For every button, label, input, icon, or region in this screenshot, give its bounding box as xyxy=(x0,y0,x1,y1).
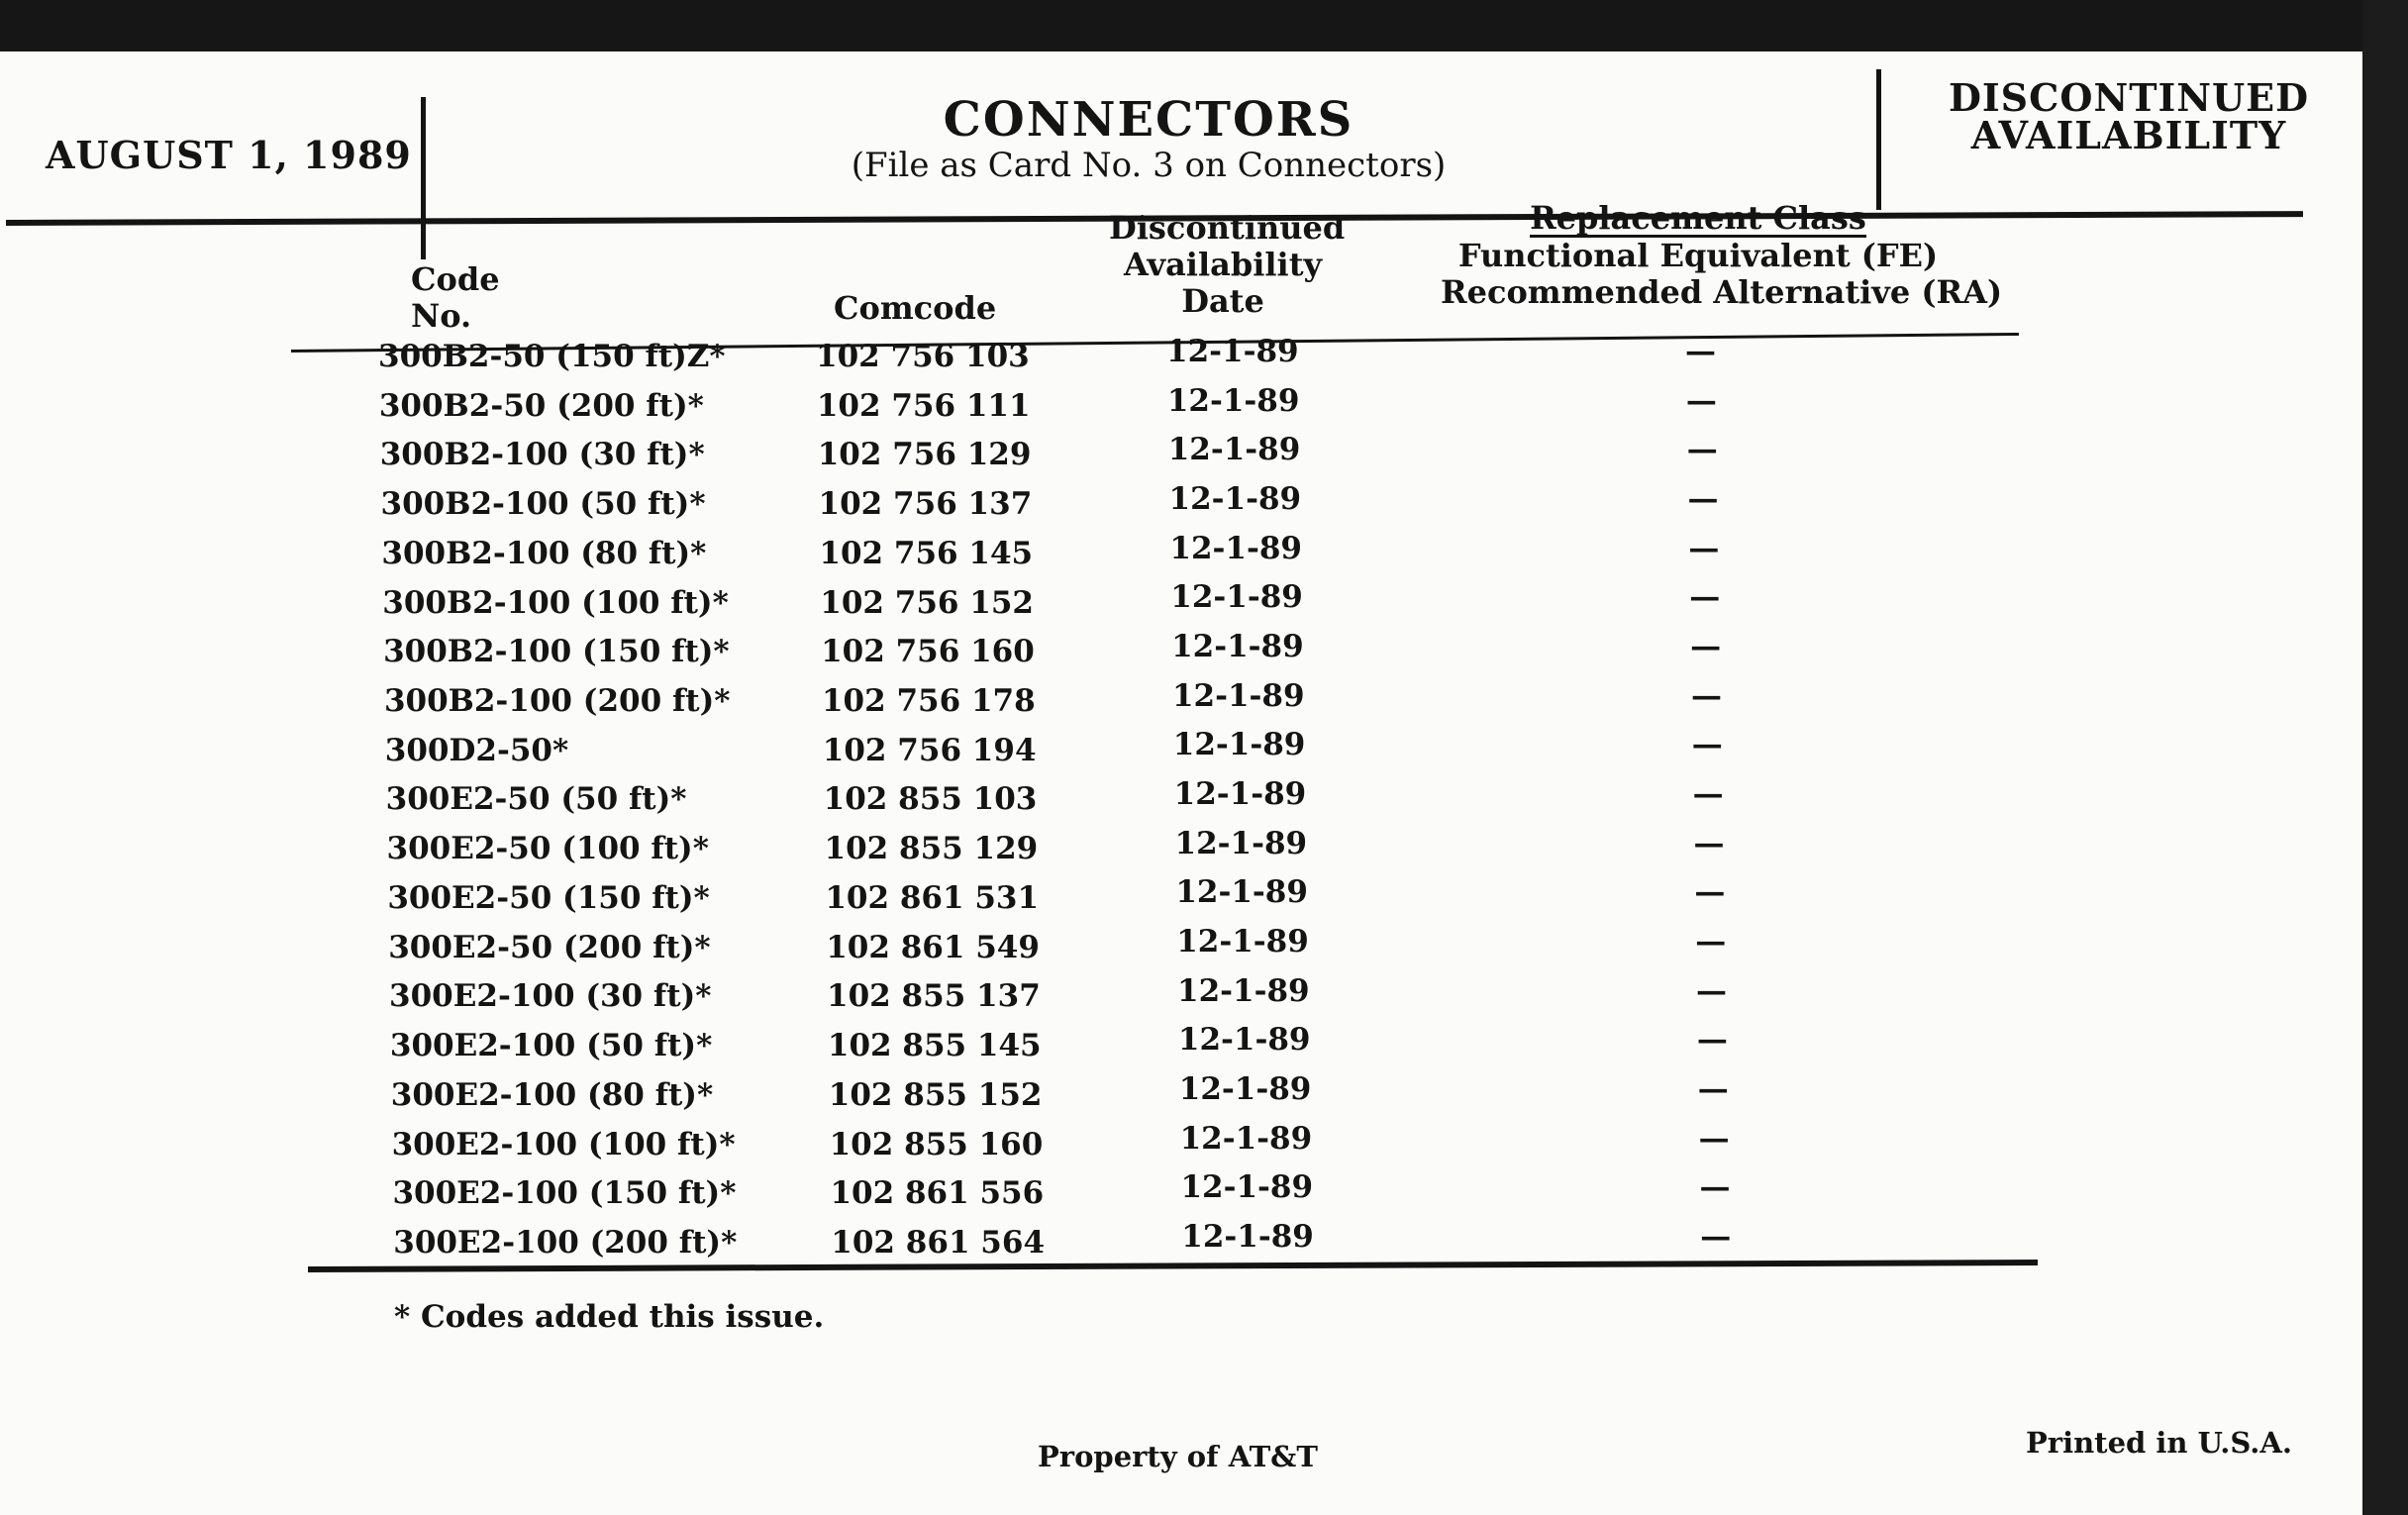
code-cell: 300E2-50 (100 ft)* xyxy=(386,831,709,867)
page-title: CONNECTORS xyxy=(943,92,1354,148)
replacement-cell: — xyxy=(1685,334,1716,369)
table-row xyxy=(383,629,2408,683)
code-cell: 300E2-100 (100 ft)* xyxy=(391,1126,736,1162)
comcode-cell: 102 861 549 xyxy=(826,929,1040,965)
comcode-cell: 102 861 556 xyxy=(830,1175,1045,1212)
replacement-cell: — xyxy=(1687,481,1719,518)
comcode-cell: 102 756 111 xyxy=(816,387,1031,424)
comcode-cell: 102 756 129 xyxy=(817,437,1032,473)
comcode-cell: 102 855 160 xyxy=(829,1126,1044,1162)
replacement-cell: — xyxy=(1688,530,1720,566)
replacement-cell: — xyxy=(1696,1022,1728,1059)
document-card xyxy=(0,51,2362,1515)
replacement-cell: — xyxy=(1695,924,1727,960)
footer-owner: Property of AT&T xyxy=(1038,1440,1318,1473)
date-cell: 12-1-89 xyxy=(1177,972,1310,1009)
date-cell: 12-1-89 xyxy=(1170,579,1303,616)
replacement-cell: — xyxy=(1693,825,1725,861)
issue-date: AUGUST 1, 1989 xyxy=(46,133,412,177)
replacement-cell: — xyxy=(1696,972,1728,1009)
date-cell: 12-1-89 xyxy=(1179,1120,1313,1157)
comcode-cell: 102 756 145 xyxy=(819,535,1034,571)
code-cell: 300B2-100 (100 ft)* xyxy=(382,584,729,621)
column-header-code xyxy=(411,261,500,335)
replacement-cell: — xyxy=(1690,629,1722,665)
table-row xyxy=(381,530,2408,585)
table-row xyxy=(383,677,2408,733)
code-cell: 300E2-50 (200 ft)* xyxy=(388,929,711,965)
comcode-cell: 102 855 129 xyxy=(824,831,1039,867)
code-header-line-1: Code xyxy=(411,260,500,298)
table-row xyxy=(378,382,2408,438)
footnote: * Codes added this issue. xyxy=(394,1299,825,1335)
date-cell: 12-1-89 xyxy=(1181,1219,1314,1256)
replacement-cell: — xyxy=(1700,1219,1732,1256)
date-cell: 12-1-89 xyxy=(1178,1071,1312,1108)
date-cell: 12-1-89 xyxy=(1172,727,1306,763)
table-row xyxy=(390,1071,2408,1127)
comcode-cell: 102 861 564 xyxy=(831,1224,1046,1261)
code-cell: 300E2-100 (30 ft)* xyxy=(389,978,712,1015)
date-cell: 12-1-89 xyxy=(1166,334,1299,369)
code-cell: 300B2-100 (200 ft)* xyxy=(383,683,731,720)
page-subtitle: (File as Card No. 3 on Connectors) xyxy=(851,146,1447,185)
date-cell: 12-1-89 xyxy=(1171,677,1305,714)
column-header-replacement xyxy=(1441,199,2003,311)
replacement-header-line-1: Replacement Class xyxy=(1530,199,1866,237)
code-cell: 300E2-50 (150 ft)* xyxy=(387,879,710,916)
table-row xyxy=(378,334,2408,388)
comcode-cell: 102 855 103 xyxy=(823,781,1038,818)
code-cell: 300E2-50 (50 ft)* xyxy=(385,781,687,818)
replacement-cell: — xyxy=(1699,1169,1731,1206)
table-row xyxy=(387,874,2408,930)
table-row xyxy=(389,1022,2408,1077)
replacement-cell: — xyxy=(1690,677,1722,714)
comcode-cell: 102 861 531 xyxy=(825,879,1040,916)
comcode-cell: 102 855 137 xyxy=(827,978,1041,1015)
replacement-cell: — xyxy=(1689,579,1721,616)
replacement-cell: — xyxy=(1686,432,1718,468)
replacement-cell: — xyxy=(1685,382,1717,419)
date-header-line-1: Discontinued xyxy=(1109,209,1346,247)
footer-printed: Printed in U.S.A. xyxy=(2026,1426,2292,1460)
date-cell: 12-1-89 xyxy=(1169,530,1302,566)
code-cell: 300B2-100 (80 ft)* xyxy=(381,535,707,571)
replacement-header-line-2: Functional Equivalent (FE) xyxy=(1457,237,1939,274)
date-cell: 12-1-89 xyxy=(1177,1022,1311,1059)
replacement-cell: — xyxy=(1694,874,1726,911)
table-row xyxy=(382,579,2408,635)
comcode-cell: 102 756 152 xyxy=(820,584,1034,621)
table-row xyxy=(389,972,2408,1028)
date-header-line-3: Date xyxy=(1181,282,1264,320)
comcode-cell: 102 855 145 xyxy=(827,1028,1042,1064)
date-cell: 12-1-89 xyxy=(1171,629,1304,665)
comcode-cell: 102 855 152 xyxy=(828,1076,1043,1113)
table-row xyxy=(386,825,2408,880)
table-row xyxy=(384,727,2408,782)
comcode-cell: 102 756 178 xyxy=(821,683,1036,720)
table-row xyxy=(388,924,2408,979)
date-header-line-2: Availability xyxy=(1123,246,1323,283)
replacement-cell: — xyxy=(1697,1071,1729,1108)
code-header-line-2: No. xyxy=(411,297,472,335)
code-cell: 300B2-100 (30 ft)* xyxy=(379,437,705,473)
code-cell: 300B2-50 (150 ft)Z* xyxy=(378,339,726,374)
date-cell: 12-1-89 xyxy=(1175,874,1308,911)
code-cell: 300E2-100 (200 ft)* xyxy=(393,1224,738,1261)
replacement-cell: — xyxy=(1698,1120,1730,1157)
column-header-comcode: Comcode xyxy=(834,289,997,327)
table-row xyxy=(380,481,2408,536)
date-cell: 12-1-89 xyxy=(1176,924,1309,960)
date-cell: 12-1-89 xyxy=(1180,1169,1314,1206)
replacement-cell: — xyxy=(1692,776,1724,813)
date-cell: 12-1-89 xyxy=(1168,481,1302,518)
code-cell: 300E2-100 (50 ft)* xyxy=(389,1028,713,1064)
replacement-header-line-3: Recommended Alternative (RA) xyxy=(1441,273,2003,311)
column-header-date xyxy=(1109,209,1346,320)
scan-border-top xyxy=(0,0,2408,51)
code-cell: 300E2-100 (80 ft)* xyxy=(390,1076,714,1113)
table-row xyxy=(385,776,2408,831)
connectors-table xyxy=(0,51,2362,1515)
comcode-cell: 102 756 103 xyxy=(816,339,1030,374)
comcode-cell: 102 756 160 xyxy=(821,634,1035,670)
code-cell: 300B2-100 (150 ft)* xyxy=(383,634,730,670)
code-cell: 300D2-50* xyxy=(384,732,569,768)
date-cell: 12-1-89 xyxy=(1166,382,1300,419)
date-cell: 12-1-89 xyxy=(1173,776,1307,813)
code-cell: 300B2-100 (50 ft)* xyxy=(380,486,706,523)
status-line-1: DISCONTINUED xyxy=(1948,75,2310,120)
date-cell: 12-1-89 xyxy=(1167,432,1301,468)
comcode-cell: 102 756 194 xyxy=(822,732,1037,768)
status-line-2: AVAILABILITY xyxy=(1970,113,2287,157)
table-row xyxy=(379,432,2408,486)
table-row xyxy=(391,1120,2408,1176)
comcode-cell: 102 756 137 xyxy=(818,486,1033,523)
replacement-cell: — xyxy=(1691,727,1723,763)
table-row xyxy=(392,1169,2408,1225)
date-cell: 12-1-89 xyxy=(1174,825,1308,861)
code-cell: 300E2-100 (150 ft)* xyxy=(392,1175,737,1212)
code-cell: 300B2-50 (200 ft)* xyxy=(378,387,704,424)
